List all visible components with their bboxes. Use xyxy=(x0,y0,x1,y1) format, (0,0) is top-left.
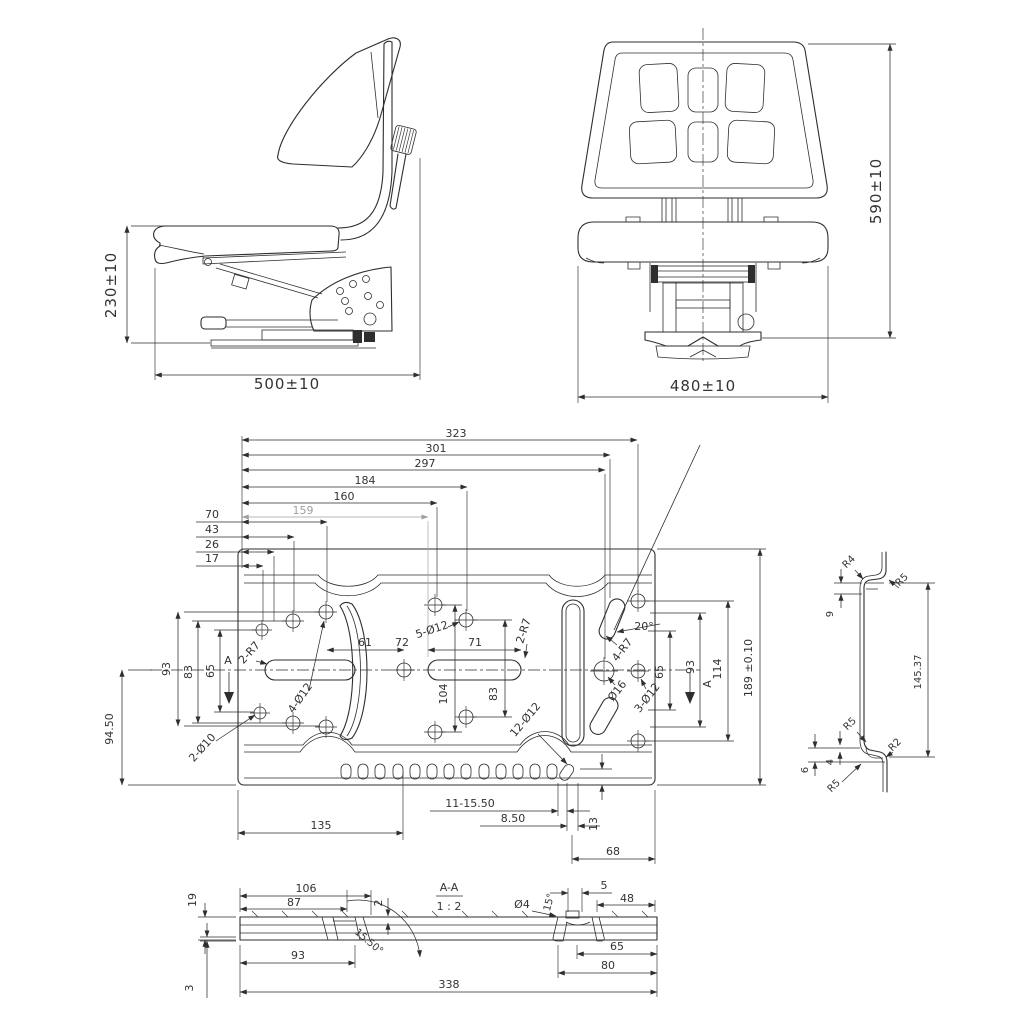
hole xyxy=(590,657,618,685)
dim-72: 72 xyxy=(395,636,409,649)
hole xyxy=(627,730,649,752)
dim-v65: 65 xyxy=(204,664,217,678)
top-rib xyxy=(244,575,652,597)
front-view xyxy=(578,28,896,403)
dim-angle-15: 15° xyxy=(541,892,558,913)
hole xyxy=(627,590,649,612)
pan-pivot xyxy=(205,259,212,266)
section-marker-a-right: A xyxy=(701,680,714,688)
lever-knob xyxy=(390,125,417,155)
dim-87: 87 xyxy=(287,896,301,909)
dim-48: 48 xyxy=(620,892,634,905)
backrest-cutouts xyxy=(629,63,775,164)
side-width-dim: 500±10 xyxy=(253,375,321,393)
label-2-r7-right: 2-R7 xyxy=(513,616,534,646)
dim-rv65: 65 xyxy=(653,665,666,679)
label-2-dia10: 2-Ø10 xyxy=(186,730,219,765)
front-width-dim: 480±10 xyxy=(669,377,737,395)
front-height-dim: 590±10 xyxy=(867,157,885,225)
frame-tube xyxy=(338,41,392,240)
front-backrest-outline xyxy=(582,42,828,198)
dim-v93: 93 xyxy=(160,662,173,676)
plan-leader-labels xyxy=(186,617,662,765)
label-dia4: Ø4 xyxy=(514,898,530,911)
plan-view xyxy=(103,427,766,864)
label-dia16: Ø16 xyxy=(605,677,630,704)
label-r5-mid: R5 xyxy=(841,715,859,733)
dim-s93: 93 xyxy=(291,949,305,962)
slot-curved xyxy=(340,602,367,739)
slot-angled-top xyxy=(597,597,628,642)
brace-clamp xyxy=(232,274,249,289)
corner-bracket xyxy=(310,267,392,331)
label-4-r7: 4-R7 xyxy=(609,635,636,664)
plate-outline xyxy=(238,549,655,785)
profile-dimensions xyxy=(800,554,935,795)
side-view xyxy=(102,38,420,393)
dim-9: 9 xyxy=(825,610,836,618)
dim-80: 80 xyxy=(601,959,615,972)
dim-5: 5 xyxy=(600,879,608,892)
dim-2: 2 xyxy=(372,899,385,907)
label-r5-bottom: R5 xyxy=(825,777,843,795)
dim-43: 43 xyxy=(205,523,219,536)
cushion-lip-line xyxy=(159,245,204,254)
plan-right-vertical-dimensions xyxy=(646,549,766,785)
label-5-dia12: 5-Ø12 xyxy=(413,618,450,642)
section-marker-a-left: A xyxy=(224,654,232,667)
dim-159: 159 xyxy=(292,504,314,517)
plan-bottom-dimensions xyxy=(238,754,655,864)
dim-297: 297 xyxy=(414,457,436,470)
profile-details xyxy=(866,583,884,758)
label-3-dia12: 3-Ø12 xyxy=(631,680,663,716)
bracket-holes xyxy=(337,276,384,326)
slide-rails xyxy=(201,317,376,348)
label-4-dia12: 4-Ø12 xyxy=(285,680,316,716)
backrest-outline xyxy=(278,38,401,167)
dim-rv114: 114 xyxy=(711,658,724,680)
dim-68: 68 xyxy=(606,845,620,858)
label-r2: R2 xyxy=(886,736,904,754)
dim-9450: 94.50 xyxy=(103,713,116,745)
dim-104: 104 xyxy=(437,683,450,705)
dim-6: 6 xyxy=(800,766,811,774)
hole xyxy=(393,659,415,681)
dim-135: 135 xyxy=(310,819,332,832)
bottom-rib xyxy=(244,732,652,753)
dim-70: 70 xyxy=(205,508,219,521)
profile-view xyxy=(800,552,935,795)
knob-hatch xyxy=(393,126,413,153)
plate-holes xyxy=(250,590,649,752)
dim-13: 13 xyxy=(587,817,600,831)
side-height-dim: 230±10 xyxy=(102,251,120,319)
hole xyxy=(315,716,337,738)
dim-m83: 83 xyxy=(487,687,500,701)
backrest-inner-line xyxy=(371,52,378,118)
slot-leader-line xyxy=(614,445,700,630)
dim-301: 301 xyxy=(425,442,447,455)
dim-11-1550: 11-15.50 xyxy=(445,797,495,810)
label-angle-20: 20° xyxy=(634,620,654,633)
dim-323: 323 xyxy=(445,427,467,440)
dim-14537: 145.37 xyxy=(913,654,924,690)
dim-26: 26 xyxy=(205,538,219,551)
dim-338: 338 xyxy=(438,978,460,991)
dim-19: 19 xyxy=(186,893,199,907)
dim-160: 160 xyxy=(333,490,355,503)
hole xyxy=(627,660,649,682)
dim-61: 61 xyxy=(358,636,372,649)
dim-17: 17 xyxy=(205,552,219,565)
dim-71: 71 xyxy=(468,636,482,649)
diagonal-brace xyxy=(216,264,322,298)
dim-3: 3 xyxy=(183,984,196,992)
bottom-slot-row xyxy=(341,763,576,783)
seat-cushion xyxy=(154,226,339,264)
seat-pan xyxy=(203,252,346,264)
hole xyxy=(250,703,270,723)
plan-left-vertical-dimensions xyxy=(103,612,320,785)
dim-v83: 83 xyxy=(182,665,195,679)
front-backrest-inner xyxy=(595,53,813,188)
section-view xyxy=(183,879,657,998)
dim-850: 8.50 xyxy=(500,812,526,825)
dim-s65: 65 xyxy=(610,940,624,953)
label-r5-top: R5 xyxy=(893,571,911,589)
dim-rv93: 93 xyxy=(684,660,697,674)
label-r4: R4 xyxy=(840,553,858,571)
section-scale: 1 : 2 xyxy=(436,900,462,913)
dim-184: 184 xyxy=(354,474,376,487)
section-dimensions xyxy=(183,879,657,998)
dim-106: 106 xyxy=(295,882,317,895)
side-view-dimensions xyxy=(102,158,420,393)
front-view-dimensions xyxy=(578,44,896,403)
label-2-r7-left: 2-R7 xyxy=(236,638,263,667)
dim-angle-1550: 15.50° xyxy=(352,927,386,958)
slot-vertical xyxy=(562,600,584,746)
backrest-connectors xyxy=(662,198,742,222)
section-title: A-A xyxy=(439,881,459,894)
right-bracket-section xyxy=(553,911,604,941)
label-12-dia12: 12-Ø12 xyxy=(507,700,544,740)
dim-4: 4 xyxy=(825,758,836,766)
dim-total-189: 189 ±0.10 xyxy=(742,638,755,698)
